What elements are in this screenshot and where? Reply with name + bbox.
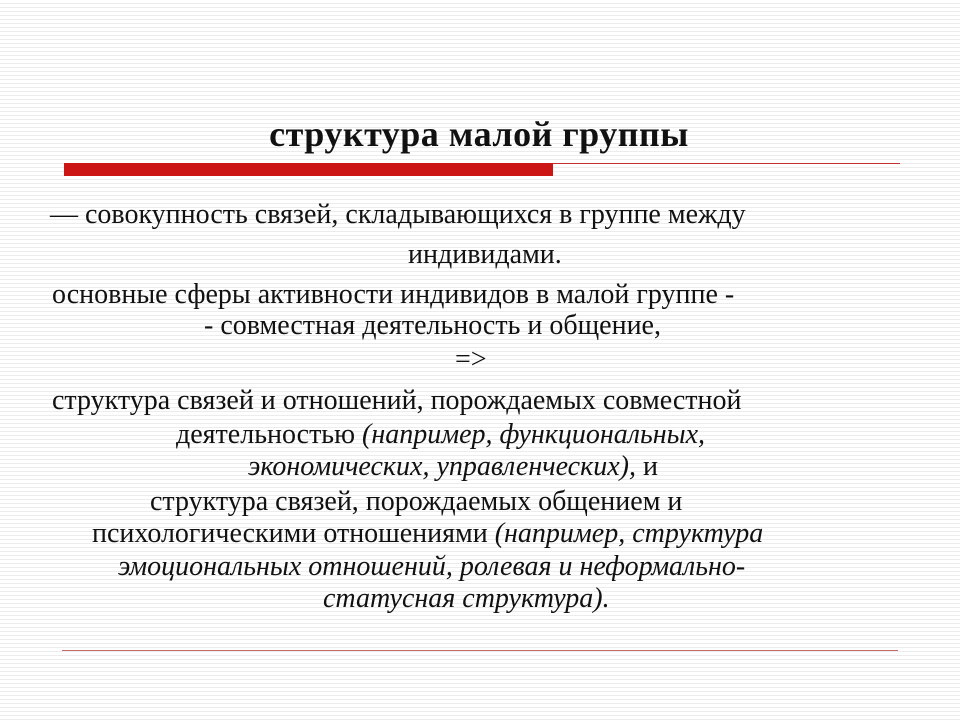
definition-line-2: индивидами. — [408, 239, 562, 270]
structure2-term: психологическими отношениями — [92, 518, 488, 549]
structure2-line-1: структура связей, порождаемых общением и — [150, 486, 683, 517]
definition-line-1: — совокупность связей, складывающихся в группе между — [50, 199, 746, 230]
structure1-term: деятельностью — [176, 419, 355, 450]
structure1-line-3 — [248, 450, 658, 484]
spheres-line-1: основные сферы активности индивидов в малой группе - — [52, 279, 735, 310]
structure2-line-3: эмоциональных отношений, ролевая и неформально- — [118, 551, 746, 582]
footer-rule — [62, 650, 898, 651]
structure1-line-2 — [176, 418, 705, 452]
title-underline-thin — [553, 163, 900, 164]
structure2-example-start: (например, структура — [494, 518, 764, 549]
structure1-line-1: структура связей и отношений, порождаемых совместной — [52, 385, 742, 416]
spheres-line-2: - совместная деятельность и общение, — [204, 310, 661, 341]
conjunction-and: и — [642, 451, 658, 482]
structure2-line-2 — [92, 517, 763, 551]
arrow-symbol: => — [455, 344, 487, 375]
title-underline-red — [64, 163, 553, 176]
structure1-example-end: экономических, управленческих), — [248, 451, 636, 482]
slide-title: структура малой группы — [269, 114, 689, 154]
structure2-line-4: статусная структура). — [323, 583, 610, 614]
structure1-example-start: (например, функциональных, — [362, 419, 705, 450]
